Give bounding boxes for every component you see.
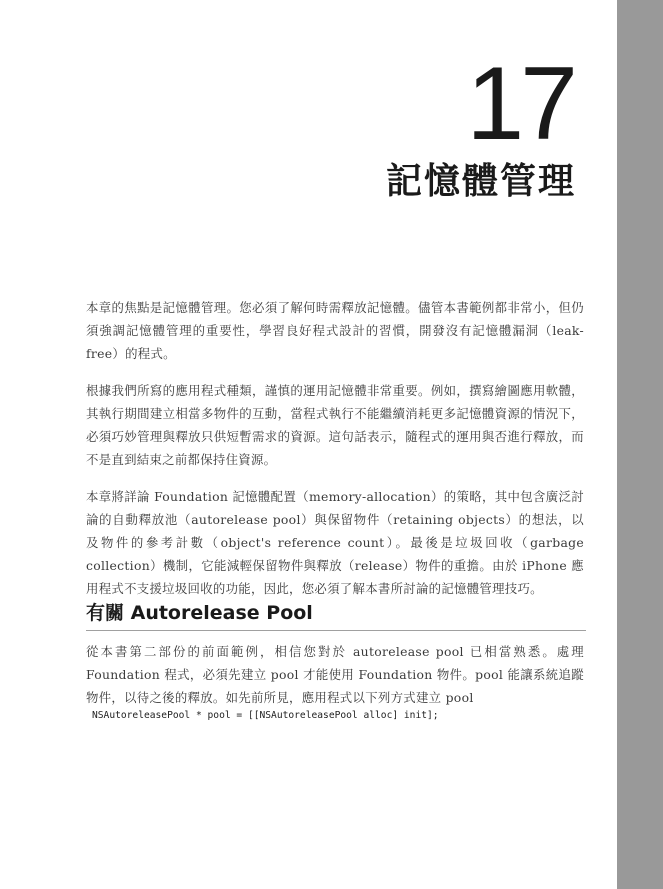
chapter-intro <box>86 296 584 600</box>
section-paragraph: 從本書第二部份的前面範例，相信您對於 autorelease pool 已相當熟悉。處理 Foundation 程式，必須先建立 pool 才能使用 Foundation 物件。pool 能讓系統追蹤物件，以待之後的釋放。如先前所見，應用程式以下列方式建立 pool <box>86 644 584 705</box>
intro-paragraph-1: 本章的焦點是記憶體管理。您必須了解何時需釋放記憶體。儘管本書範例都非常小，但仍須強調記憶體管理的重要性，學習良好程式設計的習慣，開發沒有記憶體漏洞（leak-free）的程式。 <box>86 300 584 361</box>
code-sample: NSAutoreleasePool * pool = [[NSAutoreleasePool alloc] init]; <box>92 710 439 721</box>
intro-paragraph-3: 本章將詳論 Foundation 記憶體配置（memory-allocation）的策略，其中包含廣泛討論的自動釋放池（autorelease pool）與保留物件（retaining objects）的想法，以及物件的參考計數（object's reference count）。最後是垃圾回收（garbage collection）機制，它能減輕保留物件與釋放（release）物件的重擔。由於 iPhone 應用程式不支援垃圾回收的功能，因此，您必須了解本書所討論的記憶體管理技巧。 <box>86 489 584 596</box>
chapter-title: 記憶體管理 <box>385 161 576 202</box>
page-edge-bar <box>617 0 663 889</box>
section-body <box>86 640 584 709</box>
chapter-number: 17 <box>466 46 574 162</box>
intro-paragraph-2: 根據我們所寫的應用程式種類，謹慎的運用記憶體非常重要。例如，撰寫繪圖應用軟體，其執行期間建立相當多物件的互動，當程式執行不能繼續消耗更多記憶體資源的情況下，必須巧妙管理與釋放只供短暫需求的資源。這句話表示，隨程式的運用與否進行釋放，而不是直到結束之前都保持住資源。 <box>86 383 584 467</box>
section-heading: 有關 Autorelease Pool <box>86 600 586 631</box>
